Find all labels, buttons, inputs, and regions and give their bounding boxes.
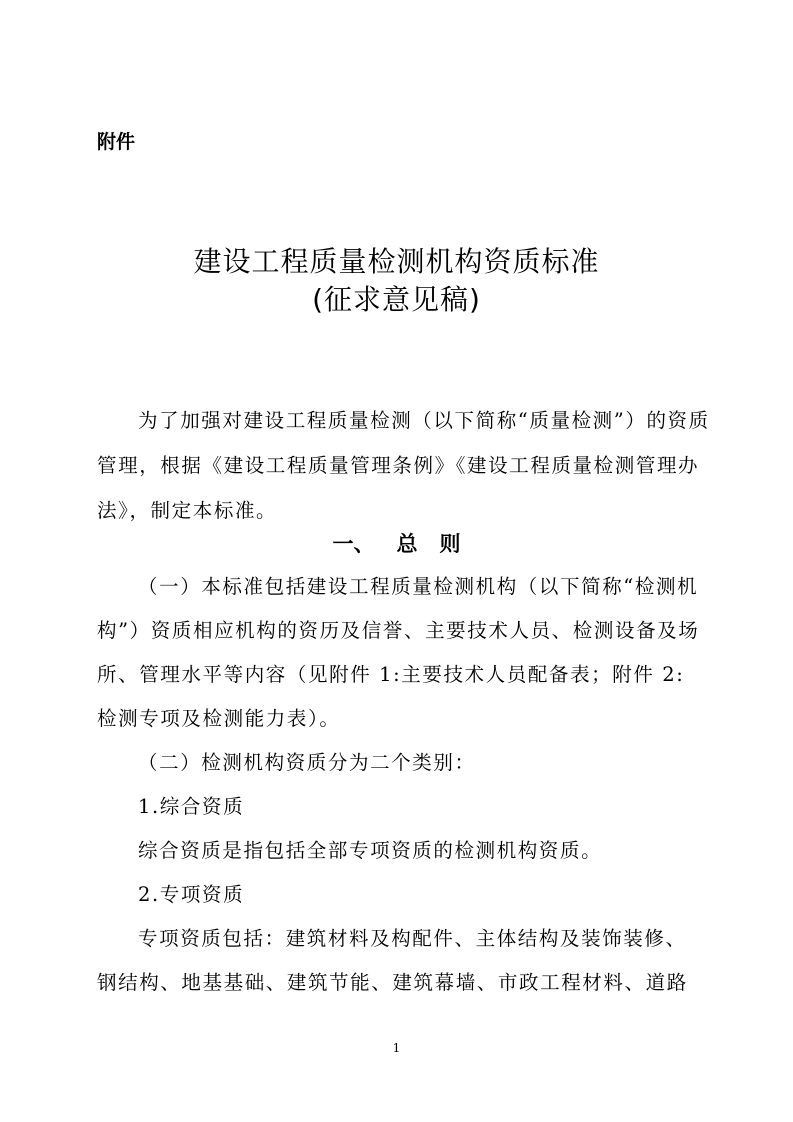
intro-line: 法》，制定本标准。 [97,499,278,522]
body-line: （一）本标准包括建设工程质量检测机构（以下简称“检测机 [138,575,699,598]
section-heading-char: 总 [396,532,418,556]
body-line: 综合资质是指包括全部专项资质的检测机构资质。 [138,839,603,862]
document-subtitle: (征求意见稿) [312,283,481,316]
body-line: 2.专项资质 [138,883,245,906]
body-line: 钢结构、地基基础、建筑节能、建筑幕墙、市政工程材料、道路 [97,971,688,994]
page-number: 1 [392,1041,401,1055]
document-title: 建设工程质量检测机构资质标准 [193,245,600,278]
attachment-label: 附件 [97,131,136,153]
body-line: 所、管理水平等内容（见附件 1:主要技术人员配备表；附件 2: [97,663,685,686]
body-line: 1.综合资质 [138,795,245,818]
body-line: 专项资质包括：建筑材料及构配件、主体结构及装饰装修、 [138,927,687,950]
intro-line: 管理，根据《建设工程质量管理条例》《建设工程质量检测管理办 [97,454,700,477]
section-heading-char: 则 [439,532,461,556]
intro-line: 为了加强对建设工程质量检测（以下简称“质量检测”）的资质 [138,409,710,432]
body-line: 构”）资质相应机构的资历及信誉、主要技术人员、检测设备及场 [97,619,700,642]
section-heading-general [0,524,793,564]
section-heading-number: 一、 [332,532,375,556]
body-line: 检测专项及检测能力表）。 [97,707,341,730]
body-line: （二）检测机构资质分为二个类别： [138,751,476,774]
